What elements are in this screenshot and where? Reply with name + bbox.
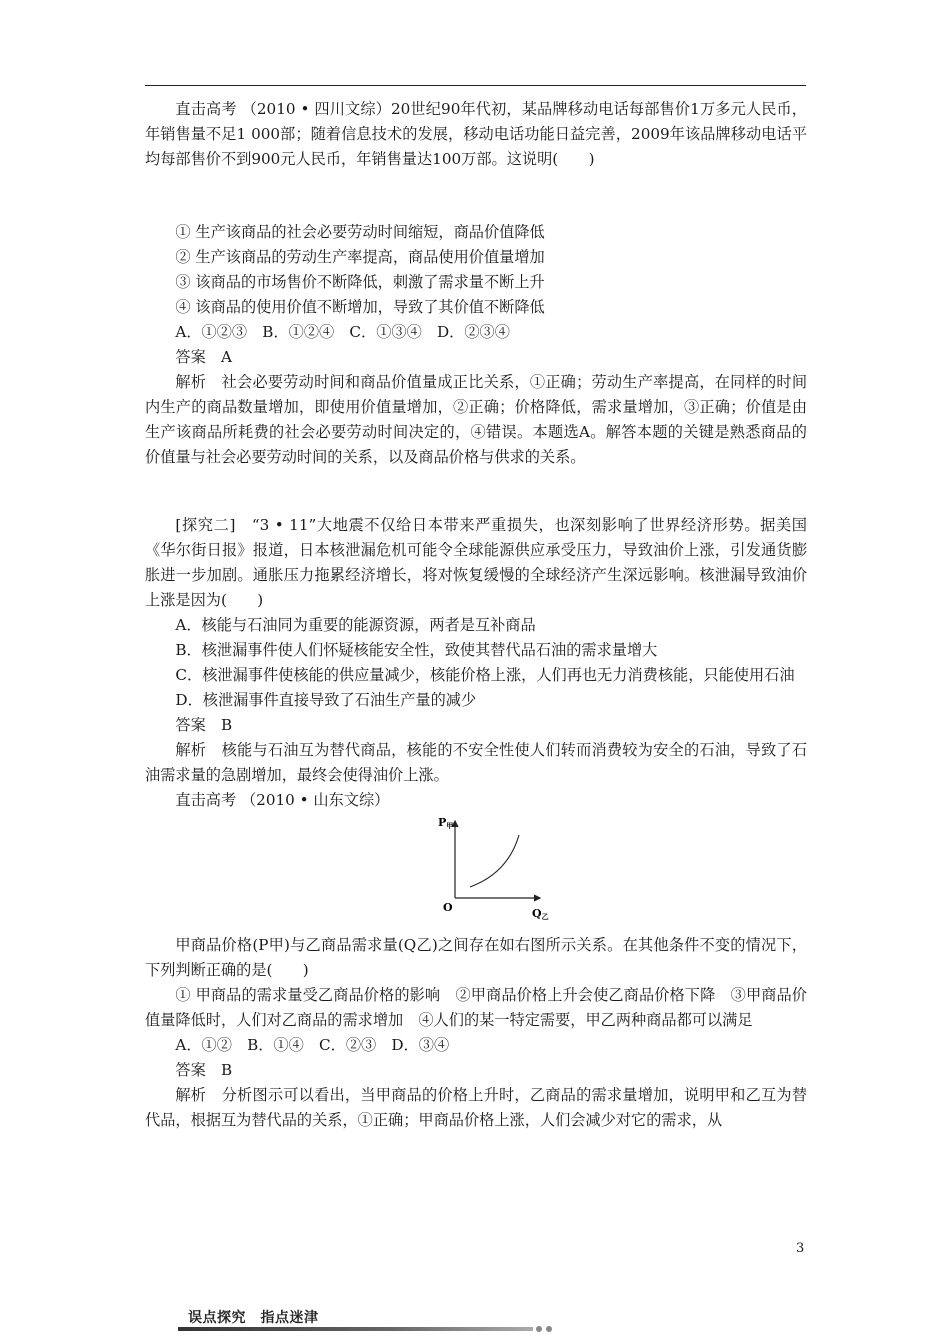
q1-option-1: ① 生产该商品的社会必要劳动时间缩短，商品价值降低: [175, 223, 545, 241]
q2-option-d: D．核泄漏事件直接导致了石油生产量的减少: [175, 691, 477, 709]
footer-title: 误点探究 指点迷津: [188, 1310, 319, 1326]
q1-choices: A．①②③ B．①②④ C．①③④ D．②③④: [175, 323, 510, 341]
q3-analysis: 解析 分析图示可以看出，当甲商品的价格上升时，乙商品的需求量增加，说明甲和乙互为替代品，根据互为替代品的关系，①正确；甲商品价格上涨，人们会减少对它的需求，从: [145, 1086, 807, 1129]
q2-analysis: 解析 核能与石油互为替代商品，核能的不安全性使人们转而消费较为安全的石油，导致了石油需求量的急剧增加，最终会使得油价上涨。: [145, 741, 807, 784]
q2-option-b: B．核泄漏事件使人们怀疑核能安全性，致使其替代品石油的需求量增大: [175, 641, 658, 659]
q3-answer: 答案 B: [175, 1061, 233, 1079]
footer-bar: [178, 1327, 533, 1331]
price-demand-graph: [145, 813, 807, 933]
page-number: 3: [796, 1241, 805, 1256]
q2-option-c: C．核泄漏事件使核能的供应量减少，核能价格上涨，人们再也无力消费核能，只能使用石油: [175, 666, 795, 684]
q1-analysis: 解析 社会必要劳动时间和商品价值量成正比关系，①正确；劳动生产率提高，在同样的时间内生产的商品数量增加，即使用价值量增加，②正确；价格降低，需求量增加，③正确；价值是由生产该商品所耗费的社会必要劳动时间决定的，④错误。本题选A。解答本题的关键是熟悉商品的价值量与社会必要劳动时间的关系，以及商品价格与供求的关系。: [145, 373, 807, 466]
q3-items: ① 甲商品的需求量受乙商品价格的影响 ②甲商品价格上升会使乙商品价格下降 ③甲商品价值量降低时，人们对乙商品的需求增加 ④人们的某一特定需要，甲乙两种商品都可以满足: [145, 986, 807, 1029]
q1-option-2: ② 生产该商品的劳动生产率提高，商品使用价值量增加: [175, 248, 545, 266]
q3-choices: A．①② B．①④ C．②③ D．③④: [175, 1036, 450, 1054]
x-axis-label: Q乙: [532, 907, 549, 921]
q1-stem: 直击高考 （2010 • 四川文综）20世纪90年代初，某品牌移动电话每部售价1万多元人民币，年销售量不足1 000部；随着信息技术的发展，移动电话功能日益完善，2009年该品牌移动电话平均每部售价不到900元人民币，年销售量达100万部。这说明( ): [145, 100, 807, 168]
q2-option-a: A．核能与石油同为重要的能源资源，两者是互补商品: [175, 616, 536, 634]
origin-label: O: [443, 901, 453, 914]
q2-stem: [探究二] “3 • 11”大地震不仅给日本带来严重损失，也深刻影响了世界经济形势。据美国《华尔街日报》报道，日本核泄漏危机可能令全球能源供应承受压力，导致油价上涨，引发通货膨胀进一步加剧。通胀压力拖累经济增长，将对恢复缓慢的全球经济产生深远影响。核泄漏导致油价上涨是因为( ): [145, 516, 807, 609]
demand-curve: [470, 835, 519, 887]
graph-svg: [430, 813, 560, 925]
q1-option-4: ④ 该商品的使用价值不断增加，导致了其价值不断降低: [175, 298, 545, 316]
q1-option-3: ③ 该商品的市场售价不断降低，刺激了需求量不断上升: [175, 273, 545, 291]
q3-header: 直击高考 （2010 • 山东文综）: [175, 791, 390, 809]
q3-stem: 甲商品价格(P甲)与乙商品需求量(Q乙)之间存在如右图所示关系。在其他条件不变的情况下，下列判断正确的是( ): [145, 936, 807, 979]
footer-dot: [546, 1326, 552, 1332]
top-rule: [145, 85, 806, 86]
footer-dot: [536, 1326, 542, 1332]
q2-answer: 答案 B: [175, 716, 233, 734]
page-content: [145, 95, 807, 1133]
y-axis-label: P甲: [438, 816, 454, 830]
q1-answer: 答案 A: [175, 348, 232, 366]
